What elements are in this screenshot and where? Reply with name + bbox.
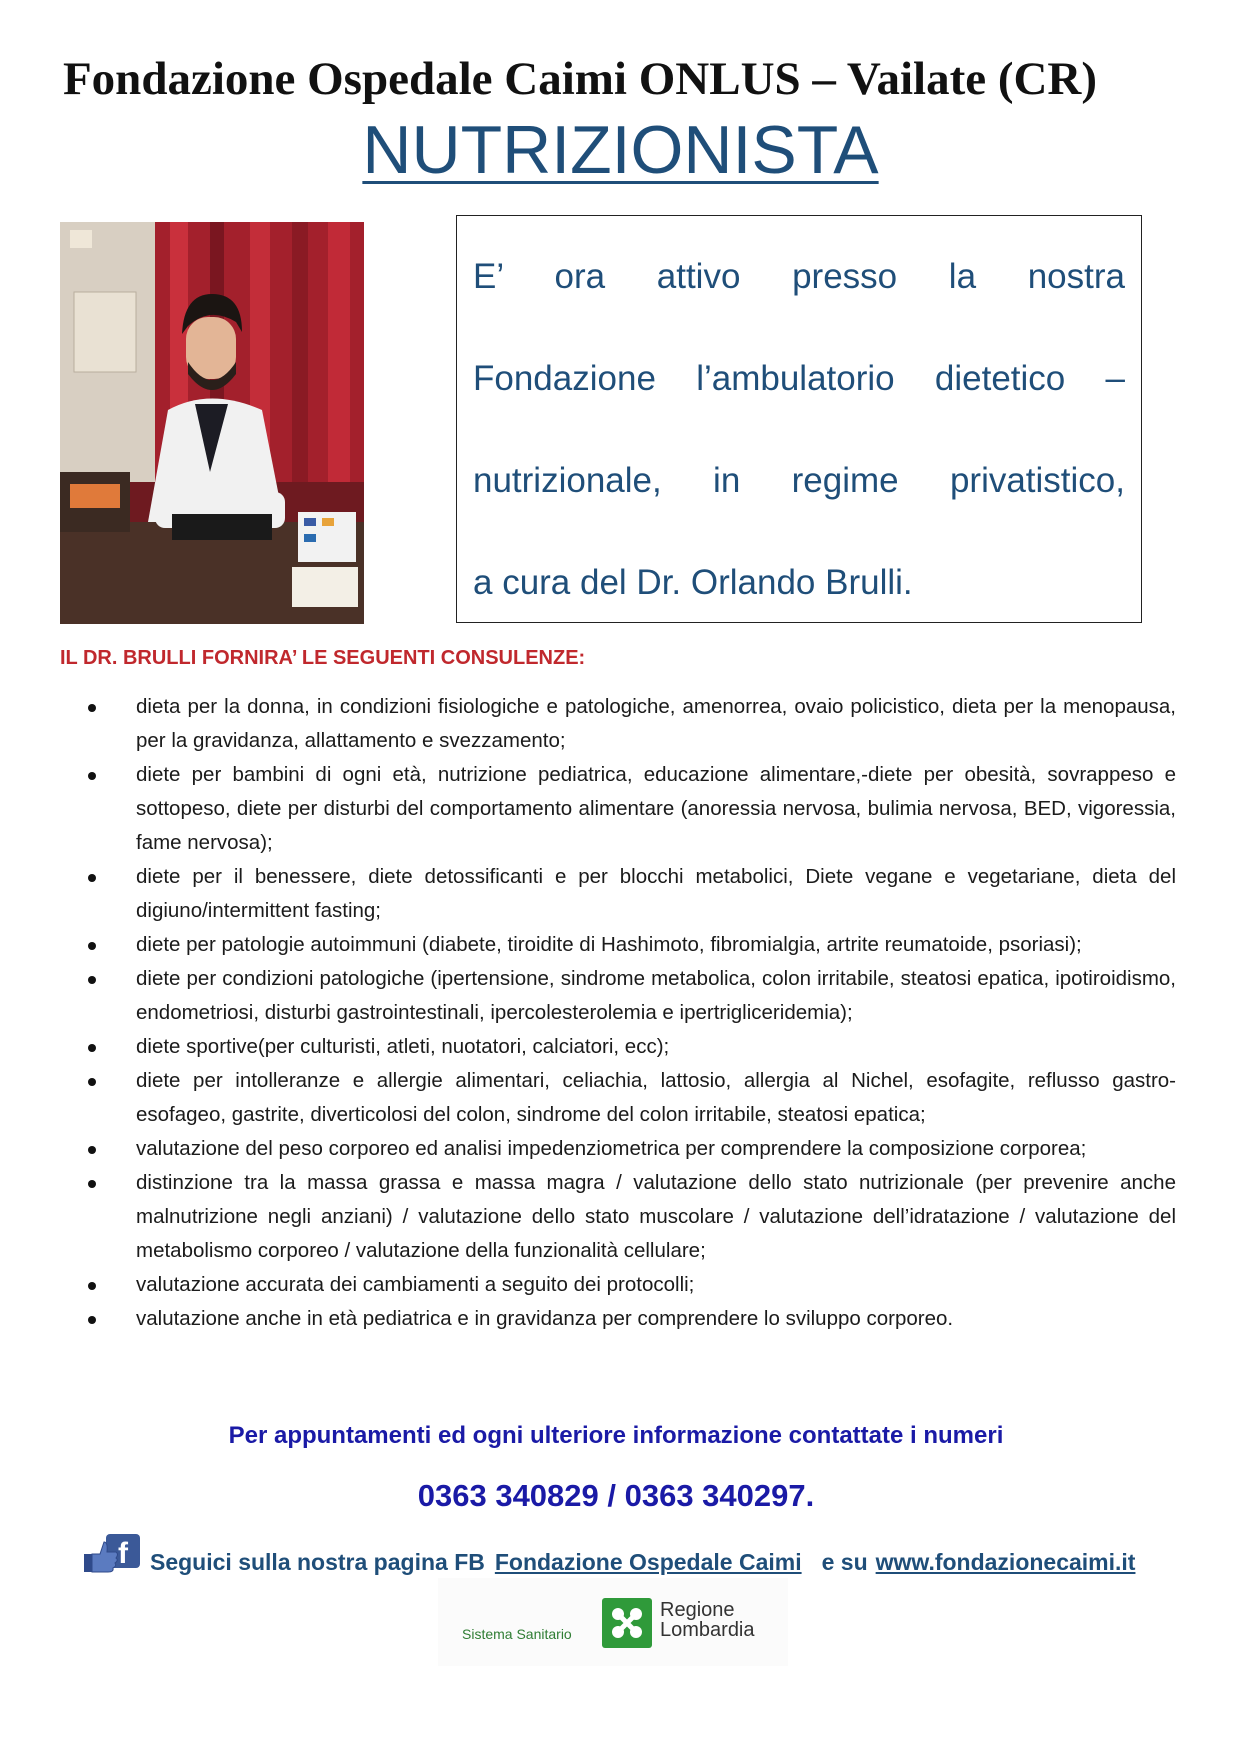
service-item [88, 690, 1176, 758]
follow-text: Seguici sulla nostra pagina FB [150, 1549, 485, 1575]
bullet-icon [88, 772, 96, 780]
services-list [88, 690, 1176, 1336]
service-text: distinzione tra la massa grassa e massa magra / valutazione dello stato nutrizionale (per prevenire anche malnutrizione negli anziani) / valutazione dello stato muscolare / valutazione dell’idratazione / valutazione del metabolismo corporeo / valutazione della funzionalità cellulare; [136, 1171, 1176, 1262]
service-text: valutazione accurata dei cambiamenti a seguito dei protocolli; [136, 1273, 695, 1296]
bullet-icon [88, 1282, 96, 1290]
service-text: diete per patologie autoimmuni (diabete, tiroidite di Hashimoto, fibromialgia, artrite reumatoide, psoriasi); [136, 933, 1082, 956]
service-item [88, 758, 1176, 860]
website-link[interactable]: www.fondazionecaimi.it [875, 1549, 1136, 1575]
service-item [88, 962, 1176, 1030]
service-text: diete per condizioni patologiche (ipertensione, sindrome metabolica, colon irritabile, steatosi epatica, ipotiroidismo, endometriosi, disturbi gastrointestinali, ipercolesterolemia e ipertrigliceridemia); [136, 967, 1176, 1024]
service-item [88, 928, 1176, 962]
service-item [88, 1064, 1176, 1132]
service-item [88, 1302, 1176, 1336]
logo-region-line1: Regione [660, 1599, 735, 1621]
doctor-photo-illustration [60, 222, 364, 624]
regione-lombardia-logo [438, 1578, 788, 1666]
intro-line: a cura del Dr. Orlando Brulli. [473, 563, 913, 602]
service-item [88, 1268, 1176, 1302]
fb-page-link[interactable]: Fondazione Ospedale Caimi [494, 1549, 802, 1575]
contact-text: Per appuntamenti ed ogni ulteriore informazione contattate i numeri [228, 1422, 1004, 1449]
svg-text:f: f [118, 1537, 128, 1570]
page-heading [0, 112, 1241, 188]
logo-region-text [660, 1600, 755, 1640]
bullet-icon [88, 1180, 96, 1188]
doctor-photo [60, 222, 364, 624]
intro-box [456, 215, 1142, 623]
bullet-icon [88, 874, 96, 882]
service-text: diete sportive(per culturisti, atleti, nuotatori, calciatori, ecc); [136, 1035, 670, 1058]
social-row [82, 1528, 1135, 1576]
intro-line: nutrizionale, in regime privatistico, [473, 461, 1125, 500]
service-text: valutazione del peso corporeo ed analisi impedenziometrica per comprendere la composizione corporea; [136, 1137, 1087, 1160]
service-item [88, 1132, 1176, 1166]
logo-system-text: Sistema Sanitario [462, 1626, 572, 1642]
page-heading-text: NUTRIZIONISTA [362, 112, 879, 188]
bullet-icon [88, 1078, 96, 1086]
service-item [88, 1166, 1176, 1268]
logo-region-line2: Lombardia [660, 1619, 755, 1641]
service-text: valutazione anche in età pediatrica e in gravidanza per comprendere lo sviluppo corporeo. [136, 1307, 954, 1330]
service-text: diete per intolleranze e allergie alimentari, celiachia, lattosio, allergia al Nichel, esofagite, reflusso gastro-esofageo, gastrite, diverticolosi del colon, sindrome del colon irritabile, steatosi epatica; [136, 1069, 1176, 1126]
facebook-like-icon[interactable] [82, 1532, 142, 1576]
service-item [88, 1030, 1176, 1064]
foundation-title: Fondazione Ospedale Caimi ONLUS – Vailate (CR) [62, 53, 1098, 105]
service-item [88, 860, 1176, 928]
bullet-icon [88, 976, 96, 984]
service-text: diete per il benessere, diete detossificanti e per blocchi metabolici, Diete vegane e vegetariane, dieta del digiuno/intermittent fasting; [136, 865, 1176, 922]
service-text: dieta per la donna, in condizioni fisiologiche e patologiche, amenorrea, ovaio policistico, dieta per la menopausa, per la gravidanza, allattamento e svezzamento; [136, 695, 1176, 752]
bullet-icon [88, 704, 96, 712]
bullet-icon [88, 1146, 96, 1154]
intro-line: E’ ora attivo presso la nostra [473, 257, 1125, 296]
bullet-icon [88, 1044, 96, 1052]
bullet-icon [88, 1316, 96, 1324]
bullet-icon [88, 942, 96, 950]
service-text: diete per bambini di ogni età, nutrizione pediatrica, educazione alimentare,-diete per obesità, sovrappeso e sottopeso, diete per disturbi del comportamento alimentare (anoressia nervosa, bulimia nervosa, BED, vigoressia, fame nervosa); [136, 763, 1176, 854]
phone-numbers: 0363 340829 / 0363 340297. [417, 1478, 815, 1513]
services-heading: IL DR. BRULLI FORNIRA’ LE SEGUENTI CONSULENZE: [60, 647, 586, 669]
and-on-text: e su [821, 1549, 868, 1575]
intro-line: Fondazione l’ambulatorio dietetico – [473, 359, 1125, 398]
lombardia-rose-icon [602, 1598, 652, 1648]
